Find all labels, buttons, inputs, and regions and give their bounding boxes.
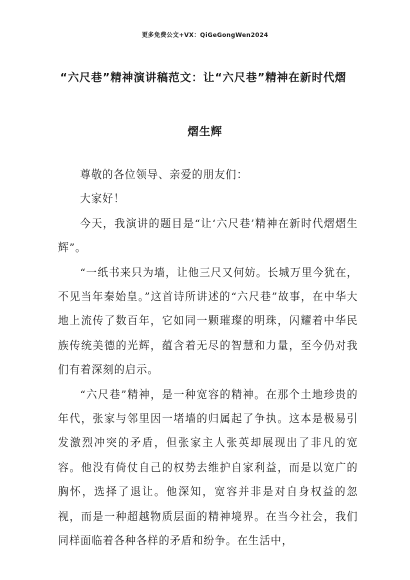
document-body: [58, 163, 358, 554]
document-title-line-2: 熠生辉: [187, 125, 223, 138]
greeting-paragraph: 大家好！: [80, 193, 125, 206]
salutation-paragraph: 尊敬的各位领导、亲爱的朋友们：: [80, 169, 248, 181]
document-title-line-1: “六尺巷”精神演讲稿范文：让“六尺巷”精神在新时代熠: [60, 71, 347, 84]
tolerance-paragraph: “六尺巷”精神，是一种宽容的精神。在那个土地珍贵的年代，张家与邻里因一堵墙的归属起了争执。这本是极易引发激烈冲突的矛盾，但张家主人张英却展现出了非凡的宽容。他没有倚仗自己的权势去维护自家利益，而是以宽广的胸怀，选择了退让。他深知，宽容并非是对自身权益的忽视，而是一种超越物质层面的精神境界。在当今社会，我们同样面临着各种各样的矛盾和纷争。在生活中，: [58, 388, 358, 548]
header-note: 更多免费公文+VX：QiGeGongWen2024: [141, 32, 269, 39]
intro-paragraph: 今天，我演讲的题目是“让‘六尺巷’精神在新时代熠熠生辉”。: [58, 217, 358, 255]
poem-paragraph: “一纸书来只为墙，让他三尺又何妨。长城万里今犹在，不见当年秦始皇。”这首诗所讲述的“六尺巷”故事，在中华大地上流传了数百年，它如同一颗璀璨的明珠，闪耀着中华民族传统美德的光辉，蕴含着无尽的智慧和力量，至今仍对我们有着深刻的启示。: [58, 266, 358, 377]
